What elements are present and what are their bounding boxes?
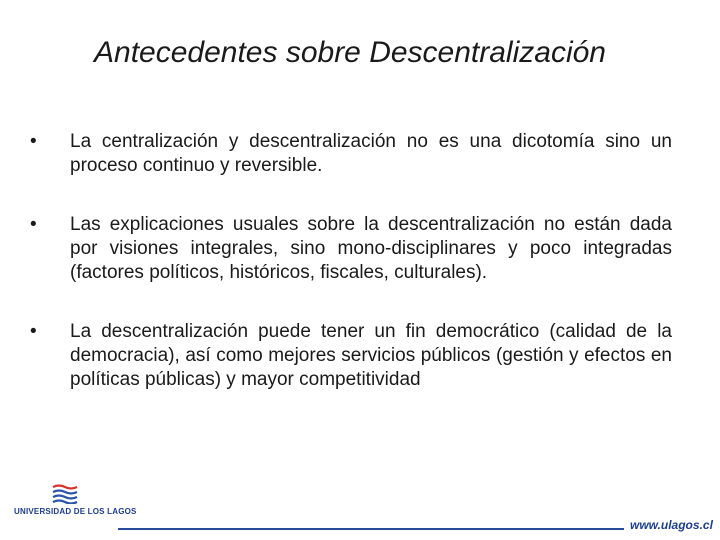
bullet-item bbox=[30, 320, 672, 392]
bullet-icon: • bbox=[30, 131, 37, 152]
bullet-item bbox=[30, 213, 672, 285]
bullet-text: Las explicaciones usuales sobre la descentralización no están dada por visiones integrales, sino mono-disciplinares y poco integradas (factores políticos, históricos, fiscales, culturales). bbox=[70, 214, 672, 283]
bullet-icon: • bbox=[30, 321, 37, 342]
logo-text: UNIVERSIDAD DE LOS LAGOS bbox=[14, 507, 137, 516]
university-logo bbox=[14, 484, 137, 516]
bullet-icon: • bbox=[30, 214, 37, 235]
slide-title: Antecedentes sobre Descentralización bbox=[94, 36, 606, 69]
waves-icon bbox=[52, 484, 78, 504]
bullet-text: La descentralización puede tener un fin democrático (calidad de la democracia), así como mejores servicios públicos (gestión y efectos en políticas públicas) y mayor competitividad bbox=[70, 321, 672, 390]
bullet-text: La centralización y descentralización no es una dicotomía sino un proceso continuo y reversible. bbox=[70, 131, 672, 176]
footer-url: www.ulagos.cl bbox=[630, 518, 713, 532]
bullet-item bbox=[30, 130, 672, 178]
bullet-list bbox=[30, 130, 672, 427]
footer-divider bbox=[118, 528, 624, 530]
